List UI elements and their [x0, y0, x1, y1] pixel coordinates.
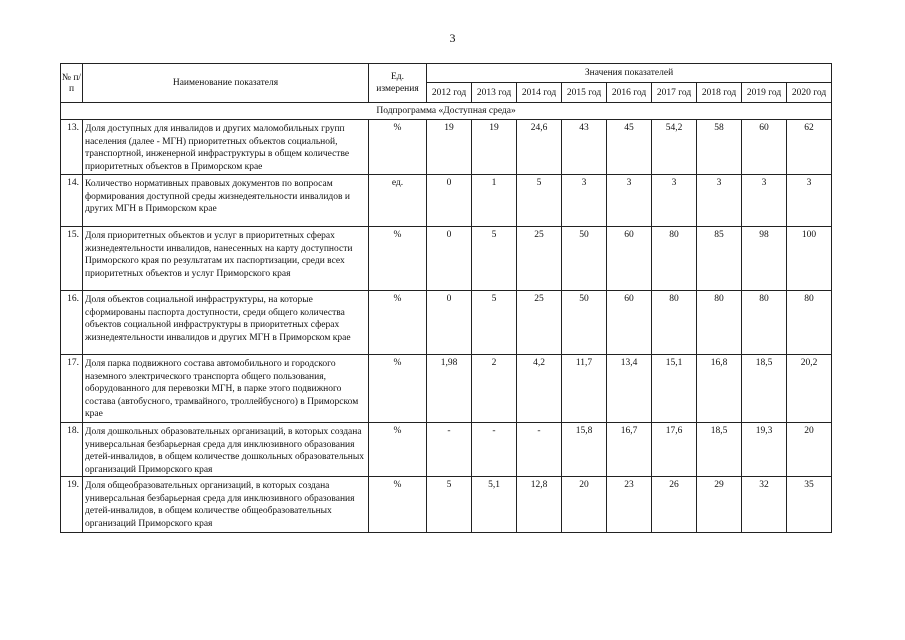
- value-cell: 16,7: [607, 423, 652, 477]
- indicator-name: Доля приоритетных объектов и услуг в приоритетных сферах жизнедеятельности инвалидов, нанесенных на карту доступности Приморского края по результатам их паспортизации, среди всех приоритетных объектов и услуг Приморского края: [83, 227, 369, 291]
- value-cell: 85: [697, 227, 742, 291]
- value-cell: 29: [697, 477, 742, 533]
- value-cell: 0: [427, 227, 472, 291]
- value-cell: 45: [607, 120, 652, 175]
- value-cell: 60: [607, 291, 652, 355]
- value-cell: 17,6: [652, 423, 697, 477]
- header-year: 2015 год: [562, 83, 607, 103]
- indicator-name: Количество нормативных правовых документов по вопросам формирования доступной среды жизнедеятельности инвалидов и других МГН в Приморском крае: [83, 175, 369, 227]
- value-cell: 100: [787, 227, 832, 291]
- unit-cell: %: [369, 477, 427, 533]
- value-cell: 3: [697, 175, 742, 227]
- value-cell: -: [517, 423, 562, 477]
- value-cell: 58: [697, 120, 742, 175]
- value-cell: 19,3: [742, 423, 787, 477]
- unit-cell: %: [369, 120, 427, 175]
- value-cell: 25: [517, 227, 562, 291]
- value-cell: 54,2: [652, 120, 697, 175]
- subprogram-row: [61, 103, 832, 120]
- unit-cell: %: [369, 423, 427, 477]
- value-cell: 3: [652, 175, 697, 227]
- value-cell: 19: [472, 120, 517, 175]
- value-cell: 18,5: [697, 423, 742, 477]
- value-cell: 5: [472, 291, 517, 355]
- value-cell: 26: [652, 477, 697, 533]
- value-cell: 98: [742, 227, 787, 291]
- row-number: 19.: [61, 477, 83, 533]
- value-cell: 11,7: [562, 355, 607, 423]
- unit-cell: %: [369, 291, 427, 355]
- value-cell: 80: [652, 227, 697, 291]
- value-cell: 0: [427, 291, 472, 355]
- table-row: [61, 355, 832, 423]
- value-cell: 60: [607, 227, 652, 291]
- value-cell: 20,2: [787, 355, 832, 423]
- header-year: 2018 год: [697, 83, 742, 103]
- value-cell: 43: [562, 120, 607, 175]
- table-row: [61, 423, 832, 477]
- header-year: 2016 год: [607, 83, 652, 103]
- header-year: 2019 год: [742, 83, 787, 103]
- row-number: 13.: [61, 120, 83, 175]
- value-cell: -: [427, 423, 472, 477]
- value-cell: 12,8: [517, 477, 562, 533]
- value-cell: 60: [742, 120, 787, 175]
- page-number: 3: [449, 31, 456, 45]
- value-cell: 16,8: [697, 355, 742, 423]
- value-cell: 15,1: [652, 355, 697, 423]
- value-cell: 19: [427, 120, 472, 175]
- indicators-table: [60, 63, 832, 533]
- value-cell: 35: [787, 477, 832, 533]
- value-cell: 50: [562, 227, 607, 291]
- header-num: № п/п: [61, 64, 83, 103]
- table-row: [61, 477, 832, 533]
- header-unit: Ед. измерения: [369, 64, 427, 103]
- value-cell: 3: [607, 175, 652, 227]
- row-number: 16.: [61, 291, 83, 355]
- header-year: 2013 год: [472, 83, 517, 103]
- value-cell: 5: [472, 227, 517, 291]
- header-values: Значения показателей: [427, 64, 832, 83]
- value-cell: 5: [517, 175, 562, 227]
- value-cell: 50: [562, 291, 607, 355]
- value-cell: 23: [607, 477, 652, 533]
- value-cell: 24,6: [517, 120, 562, 175]
- value-cell: 15,8: [562, 423, 607, 477]
- header-name: Наименование показателя: [83, 64, 369, 103]
- header-year: 2017 год: [652, 83, 697, 103]
- value-cell: 62: [787, 120, 832, 175]
- row-number: 18.: [61, 423, 83, 477]
- value-cell: 0: [427, 175, 472, 227]
- value-cell: 80: [697, 291, 742, 355]
- value-cell: 2: [472, 355, 517, 423]
- value-cell: 3: [787, 175, 832, 227]
- unit-cell: ед.: [369, 175, 427, 227]
- value-cell: 80: [652, 291, 697, 355]
- indicator-name: Доля общеобразовательных организаций, в которых создана универсальная безбарьерная среда для инклюзивного образования детей-инвалидов, в общем количестве общеобразовательных организаций Приморского края: [83, 477, 369, 533]
- unit-cell: %: [369, 227, 427, 291]
- value-cell: -: [472, 423, 517, 477]
- value-cell: 5,1: [472, 477, 517, 533]
- row-number: 17.: [61, 355, 83, 423]
- header-year: 2012 год: [427, 83, 472, 103]
- value-cell: 5: [427, 477, 472, 533]
- subprogram-title: Подпрограмма «Доступная среда»: [61, 103, 832, 120]
- value-cell: 4,2: [517, 355, 562, 423]
- value-cell: 80: [787, 291, 832, 355]
- value-cell: 3: [742, 175, 787, 227]
- header-year: 2020 год: [787, 83, 832, 103]
- value-cell: 80: [742, 291, 787, 355]
- table-row: [61, 120, 832, 175]
- value-cell: 25: [517, 291, 562, 355]
- row-number: 14.: [61, 175, 83, 227]
- value-cell: 20: [787, 423, 832, 477]
- value-cell: 3: [562, 175, 607, 227]
- value-cell: 13,4: [607, 355, 652, 423]
- table-row: [61, 175, 832, 227]
- header-year: 2014 год: [517, 83, 562, 103]
- table-row: [61, 227, 832, 291]
- row-number: 15.: [61, 227, 83, 291]
- value-cell: 20: [562, 477, 607, 533]
- value-cell: 1,98: [427, 355, 472, 423]
- value-cell: 32: [742, 477, 787, 533]
- value-cell: 1: [472, 175, 517, 227]
- indicator-name: Доля объектов социальной инфраструктуры, на которые сформированы паспорта доступности, среди общего количества объектов социальной инфраструктуры в приоритетных сферах жизнедеятельности инвалидов и других МГН в Приморском крае: [83, 291, 369, 355]
- unit-cell: %: [369, 355, 427, 423]
- indicator-name: Доля дошкольных образовательных организаций, в которых создана универсальная безбарьерная среда для инклюзивного образования детей-инвалидов, в общем количестве дошкольных образовательных организаций Приморского края: [83, 423, 369, 477]
- table-row: [61, 291, 832, 355]
- value-cell: 18,5: [742, 355, 787, 423]
- indicator-name: Доля доступных для инвалидов и других маломобильных групп населения (далее - МГН) приоритетных объектов социальной, транспортной, инженерной инфраструктуры в общем количестве приоритетных объектов в Приморском крае: [83, 120, 369, 175]
- indicator-name: Доля парка подвижного состава автомобильного и городского наземного электрического транспорта общего пользования, оборудованного для перевозки МГН, в парке этого подвижного состава (автобусного, трамвайного, троллейбусного) в Приморском крае: [83, 355, 369, 423]
